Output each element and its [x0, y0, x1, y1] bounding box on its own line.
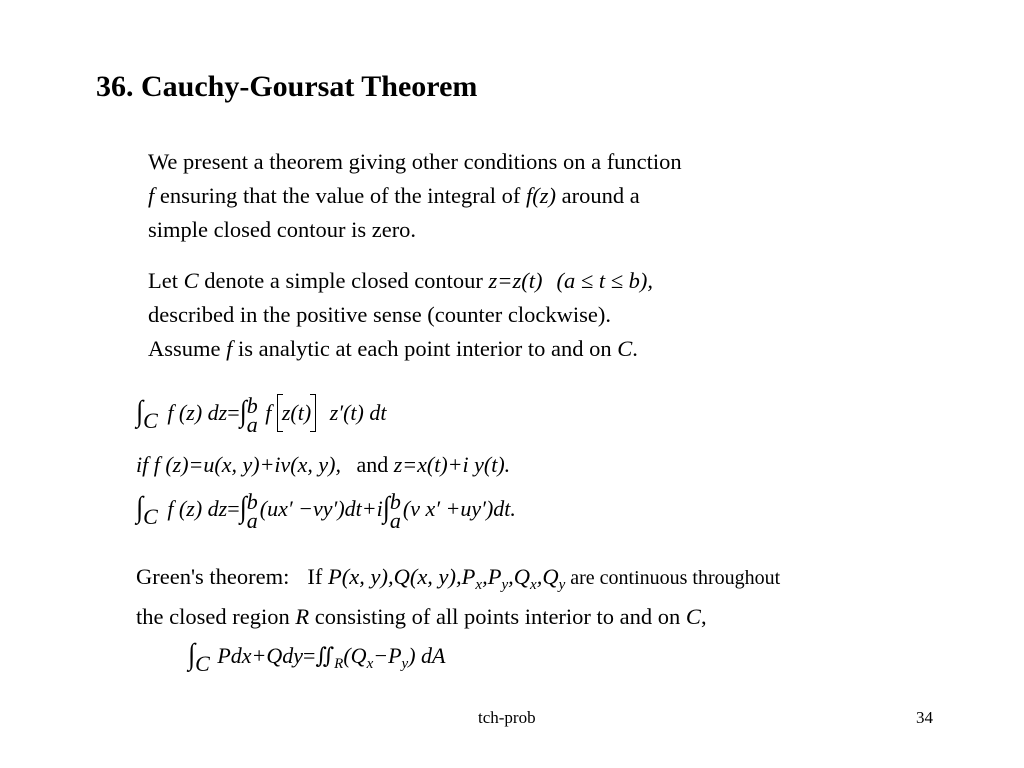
eq3-upper-1: b — [246, 489, 258, 514]
contour-line-3 — [148, 332, 653, 366]
function-f: f — [148, 183, 155, 208]
integral-sign-3: ∫ — [136, 490, 144, 525]
eq1-equals: = — [227, 400, 240, 426]
integral-sign-4: ∫ — [239, 490, 247, 525]
eq4-qx: x — [366, 656, 374, 672]
green-if: If — [307, 564, 328, 589]
eq1-inner: z(t) — [281, 400, 312, 426]
eq1-lower: a — [246, 412, 258, 437]
contour-line-2: described in the positive sense (counter clockwise). — [148, 302, 611, 327]
eq4-open: (Q — [343, 643, 367, 668]
eq3-lower-2: a — [389, 508, 401, 533]
slide-title: 36. Cauchy-Goursat Theorem — [96, 70, 478, 103]
function-f-of-z: f — [526, 183, 533, 208]
eq4-minus-p: −P — [373, 643, 402, 668]
green-py: y — [501, 577, 509, 593]
eq3-sub-c: C — [143, 504, 158, 530]
eq1-bracket — [277, 400, 316, 426]
analytic-text: is analytic at each point interior to and on — [232, 336, 618, 361]
period: . — [632, 336, 638, 361]
integral-sign-5: ∫ — [382, 490, 390, 525]
green-comma: , — [700, 604, 707, 629]
footer-label: tch-prob — [478, 708, 536, 727]
param-range: (a ≤ t ≤ b), — [556, 268, 654, 293]
uv-decomposition — [136, 452, 510, 478]
eq1-upper: b — [246, 393, 258, 418]
eq4-close: ) dA — [408, 643, 446, 668]
intro-paragraph — [148, 145, 682, 247]
assume-text: Assume — [148, 336, 227, 361]
contour-param: z=z(t) — [488, 268, 543, 293]
green-p2: P — [487, 564, 502, 589]
contour-paragraph — [148, 264, 653, 366]
eq3-mid: (ux′ −vy′)dt+i — [259, 496, 383, 522]
eq3-end: (v x′ +uy′)dt. — [402, 496, 516, 522]
green-continuous: are continuous throughout — [565, 567, 781, 589]
eq1-lhs: f (z) dz — [167, 400, 228, 426]
eq3-limits-1 — [246, 489, 258, 533]
eq4-sub-r: R — [334, 656, 344, 672]
green-label: Green's theorem: — [136, 564, 290, 589]
expanded-integral-equation — [136, 489, 516, 533]
double-integral-sign: ∬ — [315, 643, 335, 668]
green-region-text: the closed region — [136, 604, 296, 629]
contour-integral-equation — [136, 393, 387, 437]
denote-text: denote a simple closed contour — [198, 268, 489, 293]
page-number: 34 — [916, 708, 933, 727]
intro-line-2 — [148, 179, 682, 213]
intro-line-3: simple closed contour is zero. — [148, 217, 417, 242]
intro-end: around a — [556, 183, 640, 208]
intro-text: ensuring that the value of the integral of — [154, 183, 527, 208]
eq2-z: z=x(t)+i y(t). — [393, 452, 511, 477]
contour-c: C — [183, 268, 199, 293]
eq4-lhs: Pdx+Qdy — [217, 643, 304, 668]
green-q: Q — [513, 564, 531, 589]
intro-line-1: We present a theorem giving other conditions on a function — [148, 149, 682, 174]
integral-sign-6: ∫ — [188, 637, 196, 672]
integral-sub-c: C — [143, 408, 158, 434]
eq2-if: if f (z)=u(x, y)+iv(x, y), — [136, 452, 341, 477]
eq1-limits — [246, 393, 258, 437]
green-theorem-equation — [188, 637, 446, 677]
green-p: P — [461, 564, 476, 589]
arg-z: (z) — [532, 183, 557, 208]
green-functions: P(x, y),Q(x, y), — [328, 564, 462, 589]
eq3-limits-2 — [389, 489, 401, 533]
eq3-lhs: f (z) dz — [167, 496, 228, 522]
integral-sign: ∫ — [136, 394, 144, 429]
eq1-rhs: z′(t) dt — [329, 400, 387, 426]
eq3-lower-1: a — [246, 508, 258, 533]
let-text: Let — [148, 268, 184, 293]
eq1-f: f — [265, 400, 272, 426]
eq3-equals: = — [227, 496, 240, 522]
eq4-py: y — [401, 656, 409, 672]
green-q2: Q — [542, 564, 559, 589]
eq4-sub-c: C — [195, 651, 210, 676]
green-qy: y — [558, 577, 566, 593]
green-theorem-line-2 — [136, 604, 707, 630]
eq3-upper-2: b — [389, 489, 401, 514]
eq4-equals: = — [303, 643, 316, 668]
contour-line-1 — [148, 264, 653, 298]
green-region-r: R — [295, 604, 310, 629]
green-contour-c: C — [685, 604, 701, 629]
green-theorem-line-1: Green's theorem: If P(x, y),Q(x, $y),P_x,P_y,Q_x,Q_y$ are continuous throughout — [136, 564, 781, 593]
analytic-f: f — [226, 336, 233, 361]
green-consisting-text: consisting of all points interior to and on — [309, 604, 686, 629]
green-px: x — [475, 577, 483, 593]
green-qx: x — [530, 577, 537, 593]
contour-c-2: C — [617, 336, 633, 361]
eq2-and: and — [356, 452, 389, 477]
integral-sign-2: ∫ — [239, 394, 247, 429]
